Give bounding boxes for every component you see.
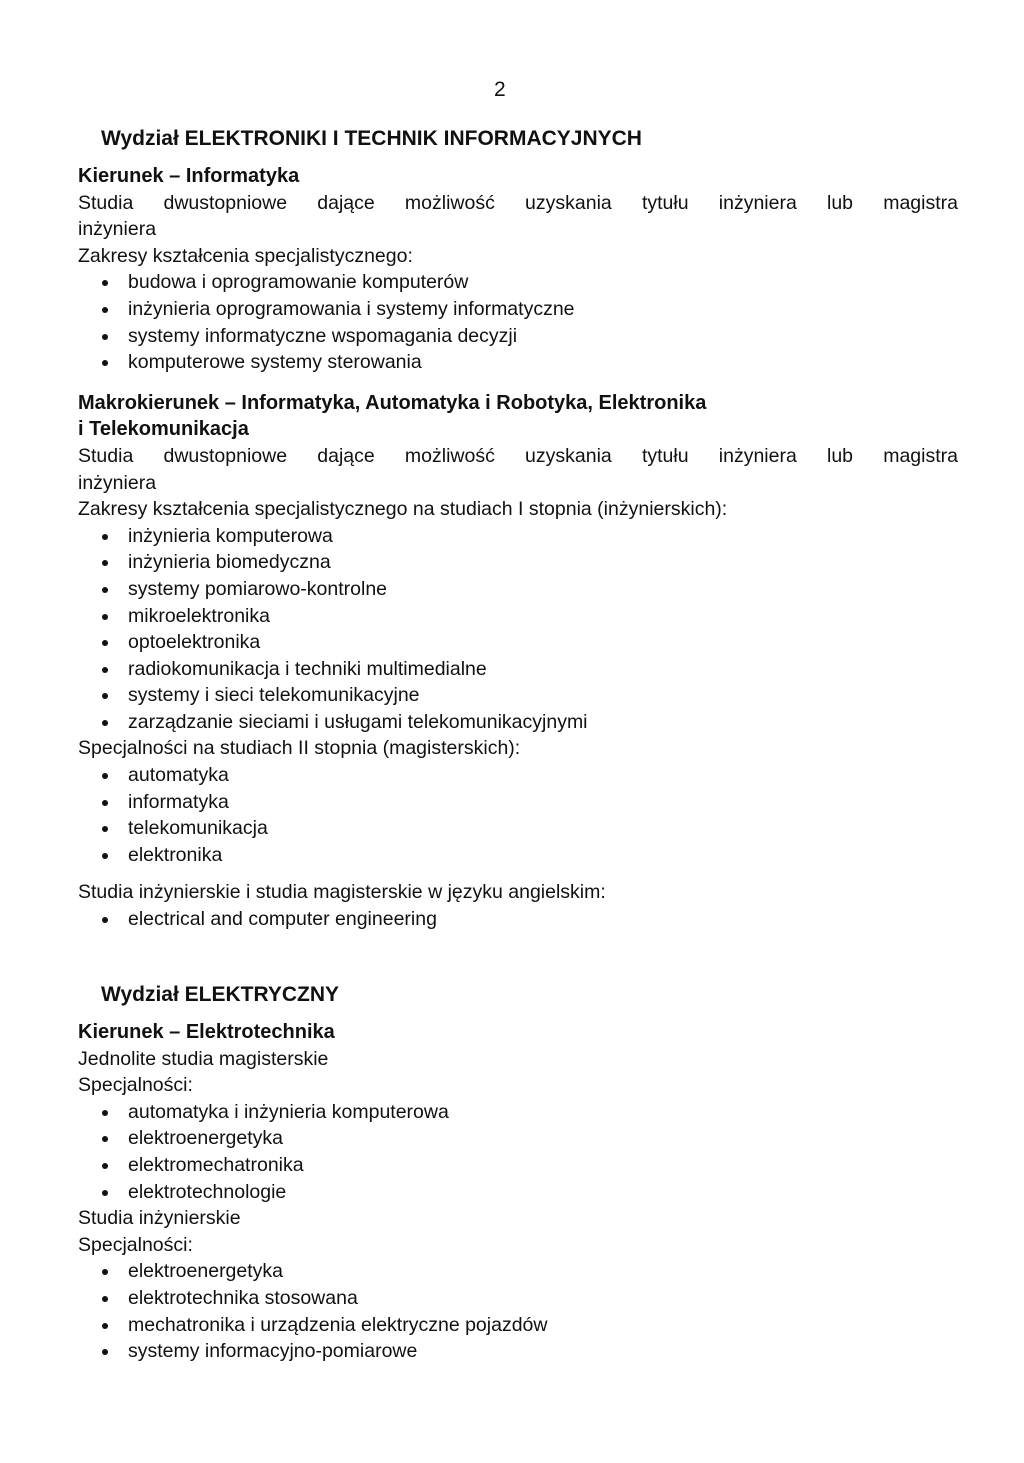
studia-type-line: Jednolite studia magisterskie <box>78 1047 329 1070</box>
specjalnosci-label: Specjalności na studiach II stopnia (magisterskich): <box>78 737 521 760</box>
makrokierunek-heading: Makrokierunek – Informatyka, Automatyka i Robotyka, Elektronika <box>78 391 707 414</box>
studia-description-line: inżyniera <box>78 471 157 494</box>
specjalnosci-list <box>78 1099 958 1205</box>
faculty-heading: Wydział ELEKTRONIKI I TECHNIK INFORMACYJNYCH <box>101 127 642 150</box>
zakresy-label: Zakresy kształcenia specjalistycznego: <box>78 244 413 267</box>
specjalnosci-label: Specjalności: <box>78 1233 193 1256</box>
list-item: radiokomunikacja i techniki multimedialne <box>78 656 958 683</box>
list-item: elektrotechnologie <box>78 1179 958 1206</box>
list-item: automatyka i inżynieria komputerowa <box>78 1099 958 1126</box>
studia-description-line: inżyniera <box>78 218 157 241</box>
specjalnosci-list <box>78 1258 958 1364</box>
list-item: elektroenergetyka <box>78 1125 958 1152</box>
list-item: mikroelektronika <box>78 603 958 630</box>
list-item: systemy i sieci telekomunikacyjne <box>78 682 958 709</box>
list-item: elektromechatronika <box>78 1152 958 1179</box>
list-item: elektronika <box>78 842 958 869</box>
list-item: elektrotechnika stosowana <box>78 1285 958 1312</box>
faculty-electronics-section <box>78 126 958 933</box>
specjalnosci-list <box>78 762 958 868</box>
zakresy-label: Zakresy kształcenia specjalistycznego na studiach I stopnia (inżynierskich): <box>78 498 728 521</box>
studia-description-line: Studia dwustopniowe dające możliwość uzyskania tytułu inżyniera lub magistra <box>78 191 958 214</box>
list-item: elektroenergetyka <box>78 1258 958 1285</box>
studia-description-line: Studia dwustopniowe dające możliwość uzyskania tytułu inżyniera lub magistra <box>78 444 958 467</box>
faculty-heading: Wydział ELEKTRYCZNY <box>101 983 340 1006</box>
list-item: komputerowe systemy sterowania <box>78 349 958 376</box>
specjalnosci-label: Specjalności: <box>78 1074 193 1097</box>
faculty-electrical-section <box>78 982 958 1365</box>
list-item: telekomunikacja <box>78 815 958 842</box>
list-item: inżynieria biomedyczna <box>78 549 958 576</box>
makrokierunek-heading: i Telekomunikacja <box>78 418 249 441</box>
list-item: informatyka <box>78 789 958 816</box>
list-item: automatyka <box>78 762 958 789</box>
page-number: 2 <box>494 78 506 101</box>
zakresy-list <box>78 523 958 736</box>
studia-type-line: Studia inżynierskie <box>78 1207 241 1230</box>
list-item: systemy pomiarowo-kontrolne <box>78 576 958 603</box>
kierunek-heading: Kierunek – Informatyka <box>78 165 300 187</box>
list-item: systemy informatyczne wspomagania decyzji <box>78 323 958 350</box>
list-item: systemy informacyjno-pomiarowe <box>78 1338 958 1365</box>
zakresy-list <box>78 269 958 375</box>
list-item: budowa i oprogramowanie komputerów <box>78 269 958 296</box>
list-item: zarządzanie sieciami i usługami telekomunikacyjnymi <box>78 709 958 736</box>
list-item: inżynieria komputerowa <box>78 523 958 550</box>
list-item: optoelektronika <box>78 629 958 656</box>
list-item: inżynieria oprogramowania i systemy informatyczne <box>78 296 958 323</box>
list-item: mechatronika i urządzenia elektryczne pojazdów <box>78 1312 958 1339</box>
kierunek-heading: Kierunek – Elektrotechnika <box>78 1021 335 1043</box>
english-studies-list <box>78 906 958 933</box>
english-studies-label: Studia inżynierskie i studia magisterskie w języku angielskim: <box>78 881 606 904</box>
list-item: electrical and computer engineering <box>78 906 958 933</box>
